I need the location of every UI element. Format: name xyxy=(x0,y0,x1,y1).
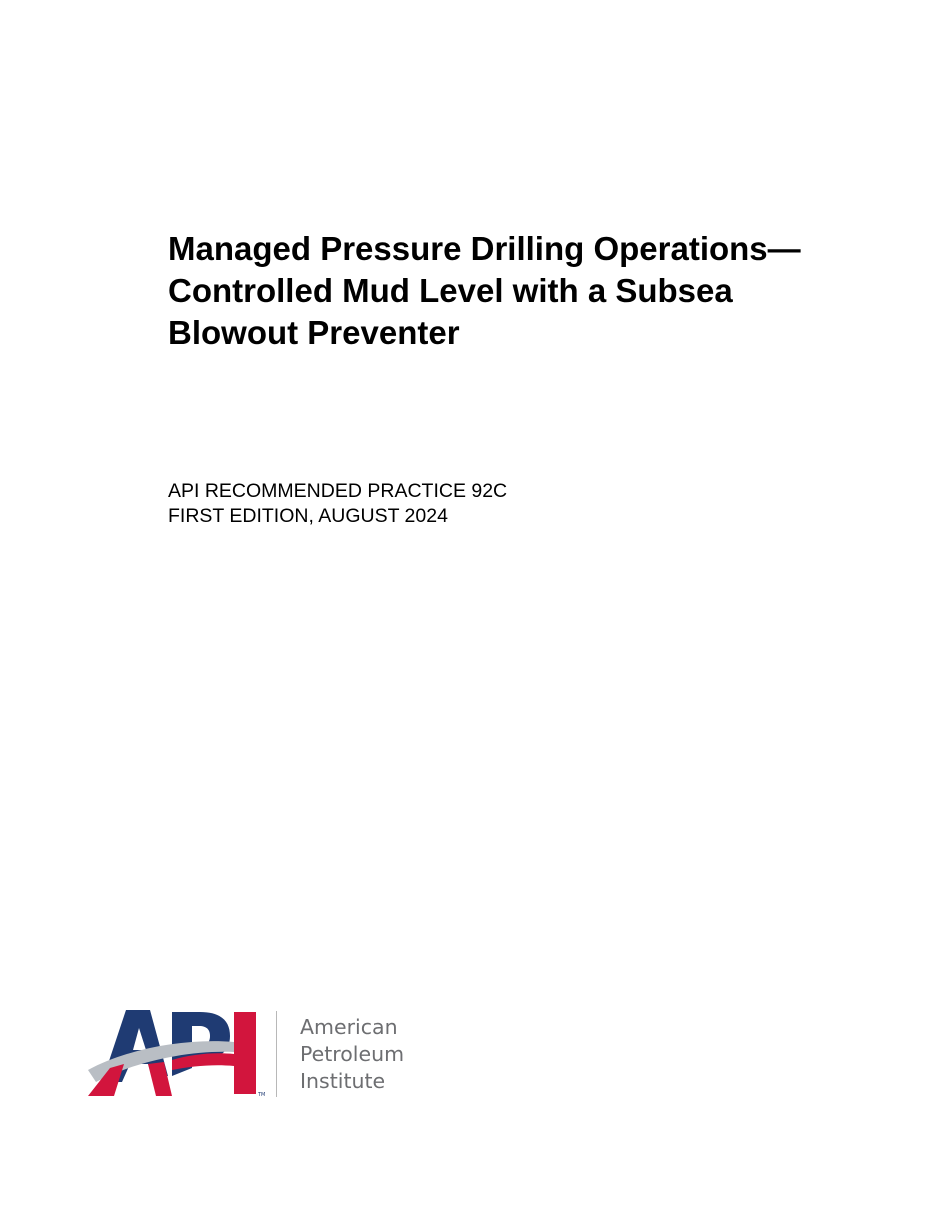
title-line-3: Blowout Preventer xyxy=(168,314,460,351)
document-edition: FIRST EDITION, AUGUST 2024 xyxy=(168,505,448,527)
logo-letter-i xyxy=(234,1012,256,1094)
logo-organization-name xyxy=(300,1014,404,1095)
logo-trademark: TM xyxy=(258,1092,266,1098)
api-logo-icon xyxy=(88,1008,268,1100)
logo-name-line-1: American xyxy=(300,1015,398,1039)
document-title xyxy=(168,228,928,354)
api-logo xyxy=(88,1008,428,1100)
logo-divider xyxy=(276,1011,277,1097)
logo-name-line-3: Institute xyxy=(300,1069,386,1093)
title-line-2: Controlled Mud Level with a Subsea xyxy=(168,272,733,309)
document-meta xyxy=(168,479,507,529)
logo-name-line-2: Petroleum xyxy=(300,1042,405,1066)
logo-swoosh-red-right xyxy=(148,1062,172,1096)
document-designation: API RECOMMENDED PRACTICE 92C xyxy=(168,480,508,502)
title-line-1: Managed Pressure Drilling Operations— xyxy=(168,230,801,267)
